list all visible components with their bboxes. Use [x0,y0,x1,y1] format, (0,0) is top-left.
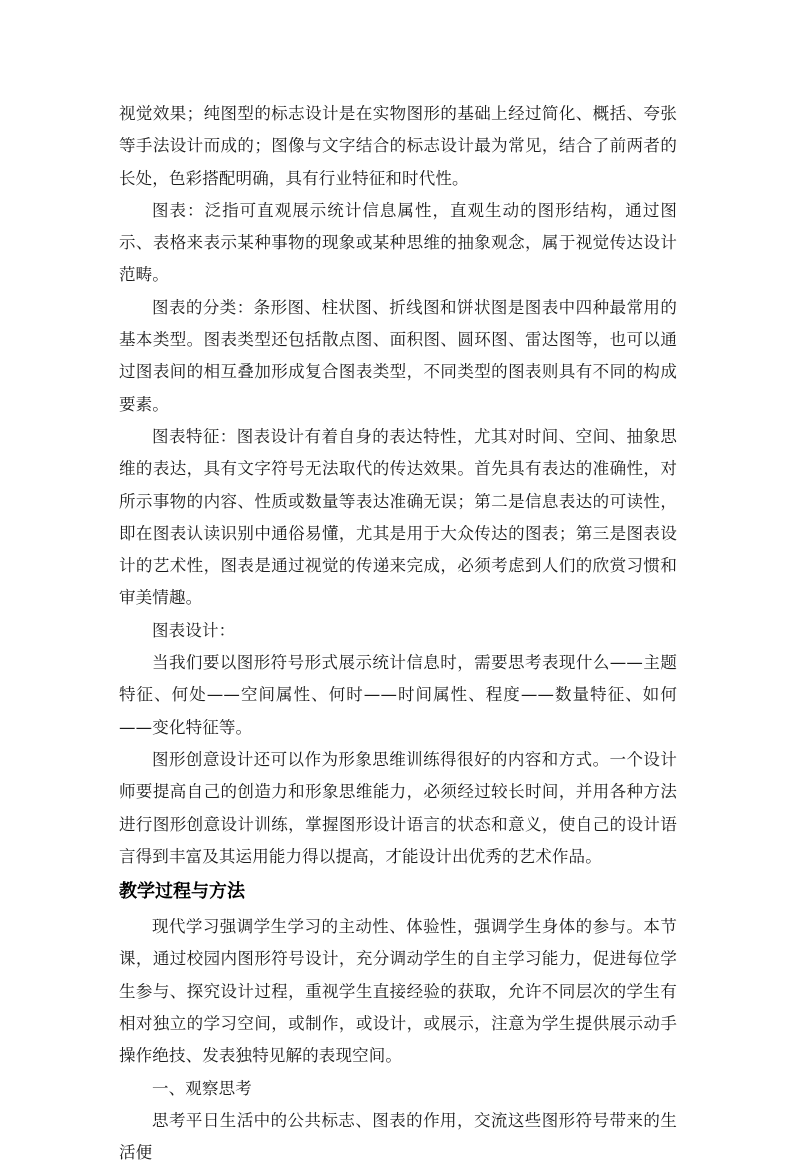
document-body [119,98,677,1170]
paragraph-chart-design-questions: 当我们要以图形符号形式展示统计信息时，需要思考表现什么——主题特征、何处——空间属性、何时——时间属性、程度——数量特征、如何——变化特征等。 [119,653,677,737]
paragraph-modern-learning: 现代学习强调学生学习的主动性、体验性，强调学生身体的参与。本节课，通过校园内图形符号设计，充分调动学生的自主学习能力，促进每位学生参与、探究设计过程，重视学生直接经验的获取，允许不同层次的学生有相对独立的学习空间，或制作，或设计，或展示，注意为学生提供展示动手操作绝技、发表独特见解的表现空间。 [119,917,677,1066]
paragraph-creative-design: 图形创意设计还可以作为形象思维训练得很好的内容和方式。一个设计师要提高自己的创造力和形象思维能力，必须经过较长时间，并用各种方法进行图形创意设计训练，掌握图形设计语言的状态和意义，使自己的设计语言得到丰富及其运用能力得以提高，才能设计出优秀的艺术作品。 [119,749,677,866]
paragraph-chart-types: 图表的分类：条形图、柱状图、折线图和饼状图是图表中四种最常用的基本类型。图表类型还包括散点图、面积图、圆环图、雷达图等，也可以通过图表间的相互叠加形成复合图表类型，不同类型的图表则具有不同的构成要素。 [119,297,677,414]
paragraph-visual-effect: 视觉效果；纯图型的标志设计是在实物图形的基础上经过简化、概括、夸张等手法设计而成的；图像与文字结合的标志设计最为常见，结合了前两者的长处，色彩搭配明确，具有行业特征和时代性。 [119,104,677,188]
paragraph-chart-features: 图表特征：图表设计有着自身的表达特性，尤其对时间、空间、抽象思维的表达，具有文字符号无法取代的传达效果。首先具有表达的准确性，对所示事物的内容、性质或数量等表达准确无误；第二是信息表达的可读性，即在图表认读识别中通俗易懂，尤其是用于大众传达的图表；第三是图表设计的艺术性，图表是通过视觉的传递来完成，必须考虑到人们的欣赏习惯和审美情趣。 [119,426,677,608]
section-heading: 教学过程与方法 [119,881,245,903]
subheading-observe-think: 一、观察思考 [152,1078,252,1098]
paragraph-chart-definition: 图表：泛指可直观展示统计信息属性，直观生动的图形结构，通过图示、表格来表示某种事物的现象或某种思维的抽象观念，属于视觉传达设计范畴。 [119,200,677,285]
paragraph-chart-design-label: 图表设计： [152,620,236,640]
paragraph-think-daily-life: 思考平日生活中的公共标志、图表的作用，交流这些图形符号带来的生活便 [119,1110,677,1163]
